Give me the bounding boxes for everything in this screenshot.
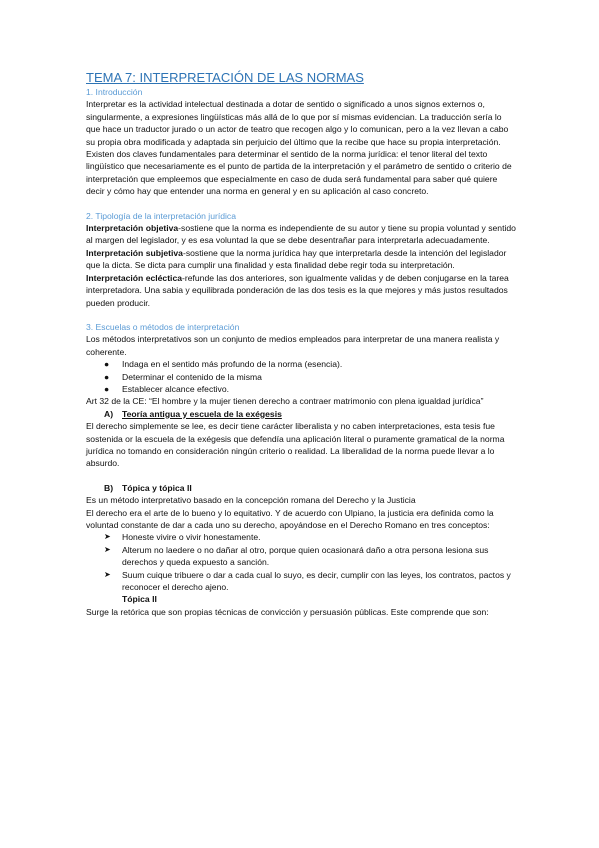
subheading-topica: B) Tópica y tópica II bbox=[104, 482, 192, 493]
bullet-icon: ● bbox=[104, 359, 110, 370]
arrow-bullet-icon: ➤ bbox=[104, 569, 111, 579]
bullet-icon: ● bbox=[104, 371, 110, 382]
document-page bbox=[86, 70, 516, 618]
paragraph-claves: Existen dos claves fundamentales para determinar el sentido de la norma jurídica: el tenor literal del texto lingüístico que necesariamente es el punto de partida de la interpretación y el parámetro de sentido o criterio de interpretación que empleemos que especialmente en caso de duda será fundamental para saber qué quiere decir y cómo hay que entender una norma en general y en su aplicación al caso concreto. bbox=[86, 149, 512, 197]
list-item: ● Determinar el contenido de la misma bbox=[104, 371, 262, 382]
paragraph-metodo-romano: Es un método interpretativo basado en la concepción romana del Derecho y la Justicia bbox=[86, 495, 416, 506]
paragraph-eclectica bbox=[86, 272, 516, 309]
arrow-bullet-icon: ➤ bbox=[104, 544, 111, 554]
paragraph-derecho-arte: El derecho era el arte de lo bueno y lo equitativo. Y de acuerdo con Ulpiano, la justicia era definida como la voluntad constante de dar a cada uno su derecho, apoyándose en el Derecho Romano en tres conceptos: bbox=[86, 507, 494, 530]
document-title: TEMA 7: INTERPRETACIÓN DE LAS NORMAS bbox=[86, 70, 364, 85]
subheading-topica-ii: Tópica II bbox=[122, 594, 157, 605]
term-objetiva: Interpretación objetiva bbox=[86, 223, 179, 234]
text-objetiva: -sostiene que la norma es independiente de su autor y tiene su propia voluntad y sentido al margen del legislador, y es esa voluntad la que se debe desentrañar para interpretarla adecuadamente. bbox=[86, 223, 516, 246]
paragraph-metodos: Los métodos interpretativos son un conjunto de medios empleados para interpretar de una manera realista y coherente. bbox=[86, 334, 500, 357]
paragraph-objetiva bbox=[86, 222, 516, 247]
term-subjetiva: Interpretación subjetiva bbox=[86, 247, 183, 258]
paragraph-subjetiva bbox=[86, 247, 516, 272]
arrow-list bbox=[86, 531, 516, 593]
section-heading-tipologia: 2. Tipología de la interpretación jurídica bbox=[86, 210, 237, 221]
text-eclectica: -refunde las dos anteriores, son igualmente validas y de deben conjugarse en la tarea interpretadora. Una sabia y equilibrada ponderación de las dos tesis es la que mejores y más justos resultados pueden producir. bbox=[86, 272, 509, 308]
section-heading-introduccion: 1. Introducción bbox=[86, 87, 143, 97]
list-item: ➤ Alterum no laedere o no dañar al otro, porque quien ocasionará daño a otra persona lesiona sus derechos y queda expuesto a sanción. bbox=[104, 544, 489, 568]
term-eclectica: Interpretación ecléctica bbox=[86, 272, 183, 283]
list-item: ● Indaga en el sentido más profundo de la norma (esencia). bbox=[104, 359, 343, 370]
bullet-list bbox=[86, 358, 516, 395]
paragraph-exegesis: El derecho simplemente se lee, es decir tiene carácter liberalista y no caben interpretaciones, esta tesis fue sostenida or la escuela de la exégesis que defendía una aplicación literal o puramente gramatical de la norma jurídica no tomando en consideración ningún criterio o realidad. La liberalidad de la norma puede llevar a lo absurdo. bbox=[86, 421, 505, 469]
arrow-bullet-icon: ➤ bbox=[104, 532, 111, 542]
list-item: ➤ Honeste vivire o vivir honestamente. bbox=[104, 532, 261, 543]
bullet-icon: ● bbox=[104, 383, 110, 394]
subheading-teoria-antigua: A) Teoría antigua y escuela de la exégesis bbox=[104, 408, 282, 419]
list-item: ● Establecer alcance efectivo. bbox=[104, 383, 230, 394]
section-heading-escuelas: 3. Escuelas o métodos de interpretación bbox=[86, 321, 240, 332]
paragraph-retorica: Surge la retórica que son propias técnicas de convicción y persuasión públicas. Este comprende que son: bbox=[86, 606, 489, 617]
paragraph-art32: Art 32 de la CE: “El hombre y la mujer tienen derecho a contraer matrimonio con plena igualdad jurídica” bbox=[86, 396, 484, 407]
paragraph-interpretar: Interpretar es la actividad intelectual destinada a dotar de sentido o significado a unos signos externos o, singularmente, a expresiones lingüísticas más allá de lo que por sí mismas evidencian. La traducción sería lo que hace un traductor jurado o un actor de teatro que recogen algo y lo comunican, pero a la vez llevan a cabo su propia obra modificada y adaptada sin perjuicio del último que la recibe que hace su propia interpretación. bbox=[86, 99, 509, 147]
list-item: ➤ Suum cuique tribuere o dar a cada cual lo suyo, es decir, cumplir con las leyes, los contratos, pactos y reconocer el derecho ajeno. bbox=[104, 569, 511, 593]
text-subjetiva: -sostiene que la norma jurídica hay que interpretarla desde la intención del legislador que la dicta. Se dicta para cumplir una finalidad y esta finalidad debe regir toda su interpretación. bbox=[86, 247, 507, 271]
